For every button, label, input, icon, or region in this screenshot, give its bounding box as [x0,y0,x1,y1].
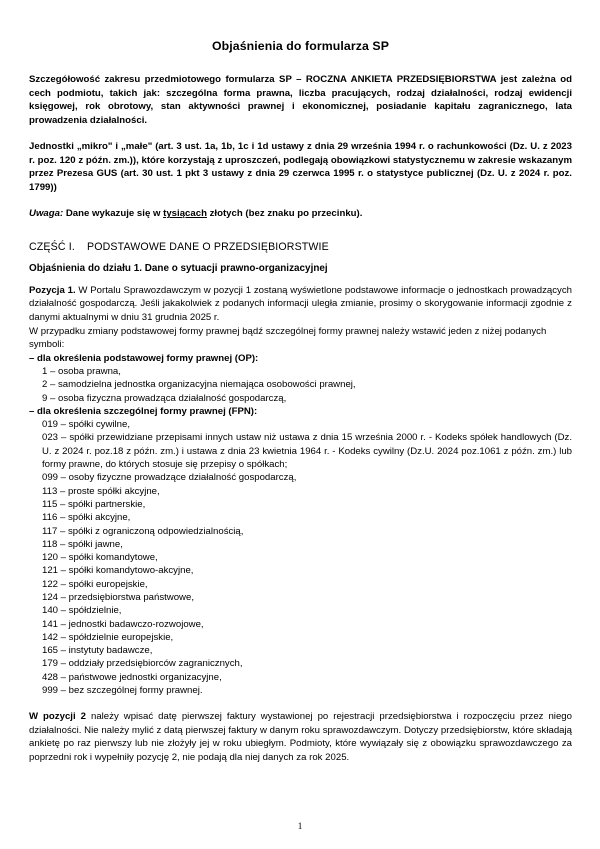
position-2-label: W pozycji 2 [29,711,86,723]
spacer [29,276,572,284]
list-item: 142 – spółdzielnie europejskie, [42,631,174,643]
list-item: 999 – bez szczególnej formy prawnej. [42,685,203,697]
note-text-after: złotych (bez znaku po przecinku). [206,208,363,220]
list-item: 117 – spółki z ograniczoną odpowiedzialnością, [42,525,244,537]
part-heading-number: CZĘŚĆ I. [29,240,75,253]
list-item: 113 – proste spółki akcyjne, [42,485,160,497]
position-1-label: Pozycja 1. [29,284,76,296]
list-item: 115 – spółki partnerskie, [42,498,146,510]
list-item: 019 – spółki cywilne, [42,419,130,431]
part-heading [29,240,572,254]
position-1-paragraph [29,284,572,325]
spacer [29,697,572,710]
list-item: 124 – przedsiębiorstwa państwowe, [42,592,194,603]
position-2-text: należy wpisać datę pierwszej faktury wystawionej po rejestracji przedsiębiorstwa i rozpoczęciu przez niego działalności. Nie należy mylić z datą pierwszej faktury w danym roku sprawozdawczym. Dotyczy przedsiębiorstw, które składają ankietę po raz pierwszy lub nie złożyły jej w roku ubiegłym. Podmioty, które wywiązały się z obowiązku sprawozdawczego za poprzedni rok i wypełniły pozycję 2, nie podają dla niej danych za rok 2025. [29,711,572,764]
note-text-before: Dane wykazuje się w [63,208,164,220]
list-item: 140 – spółdzielnie, [42,605,122,617]
list-item: 428 – państwowe jednostki organizacyjne, [42,671,222,683]
part-heading-title: PODSTAWOWE DANE O PRZEDSIĘBIORSTWIE [87,240,329,253]
intro-paragraph: Szczegółowość zakresu przedmiotowego formularza SP – ROCZNA ANKIETA PRZEDSIĘBIORSTWA jest zależna od cech podmiotu, takich jak: szczególna forma prawna, liczba pracujących, rodzaj działalności, rodzaj ewidencji księgowej, rok obrotowy, stan aktywności prawnej i ekonomicznej, posiadanie kapitału zagranicznego, lata prowadzenia działalności. [29,74,572,126]
op-group-label: – dla określenia podstawowej formy prawnej (OP): [29,352,259,364]
fpn-group-label: – dla określenia szczególnej formy prawnej (FPN): [29,405,258,417]
page-title: Objaśnienia do formularza SP [211,39,390,53]
position-2-paragraph [29,710,572,764]
list-item: 118 – spółki jawne, [42,538,123,550]
list-item: 2 – samodzielna jednostka organizacyjna niemająca osobowości prawnej, [42,379,356,391]
list-item: 116 – spółki akcyjne, [42,512,131,524]
list-item: 141 – jednostki badawczo-rozwojowe, [42,618,204,630]
note-label: Uwaga: [29,208,64,220]
spacer [29,254,572,262]
list-item: 121 – spółki komandytowo-akcyjne, [42,565,194,577]
list-item: 023 – spółki przewidziane przepisami innych ustaw niż ustawa z dnia 15 września 2000 r. - Kodeks spółek handlowych (Dz. U. z 2024 r. poz.18 z późn. zm.) i ustawa z dnia 23 kwietnia 1964 r. - Kodeks cywilny (Dz.U. 2024 poz.1061 z późn. zm.) lub formy prawne, do których stosuje się przepisy o spółkach; [42,432,572,471]
list-item: 122 – spółki europejskie, [42,578,148,590]
spacer [29,54,572,73]
spacer [29,127,572,140]
list-item: 9 – osoba fizyczna prowadząca działalność gospodarczą, [42,392,287,404]
list-item: 120 – spółki komandytowe, [42,552,158,564]
position-1-continued: W przypadku zmiany podstawowej formy prawnej bądź szczególnej formy prawnej należy wstawić jeden z niżej podanych symboli: [29,325,547,351]
position-1-text: W Portalu Sprawozdawczym w pozycji 1 zostaną wyświetlone podstawowe informacje o jednostkach prowadzących działalność gospodarczą. Jeśli jakakolwiek z podanych informacji uległa zmianie, prosimy o skorygowanie informacji zgodnie z danymi aktualnymi w dniu 31 grudnia 2025 r. [29,284,572,324]
op-code-list [29,365,572,405]
list-item: 099 – osoby fizyczne prowadzące działalność gospodarczą, [42,472,297,484]
legal-basis-paragraph: Jednostki „mikro" i „małe" (art. 3 ust. 1a, 1b, 1c i 1d ustawy z dnia 29 września 1994 r. o rachunkowości (Dz. U. z 2023 r. poz. 120 z późn. zm.)), które korzystają z uproszczeń, podlegają obowiązkowi statystycznemu w zakresie wskazanym przez Prezesa GUS (art. 30 ust. 1 pkt 3 ustawy z dnia 29 czerwca 1995 r. o statystyce publicznej (Dz. U. z 2024 r. poz. 1799)) [29,141,572,193]
list-item: 165 – instytuty badawcze, [42,645,153,657]
note-underlined-word: tysiącach [163,208,207,220]
spacer [29,221,572,240]
page-number: 1 [297,821,303,831]
spacer [29,194,572,207]
list-item: 179 – oddziały przedsiębiorców zagranicznych, [42,658,243,670]
list-item: 1 – osoba prawna, [42,365,121,377]
fpn-code-list [29,418,572,697]
note-paragraph [29,207,572,221]
section-heading: Objaśnienia do działu 1. Dane o sytuacji prawno-organizacyjnej [29,262,328,274]
